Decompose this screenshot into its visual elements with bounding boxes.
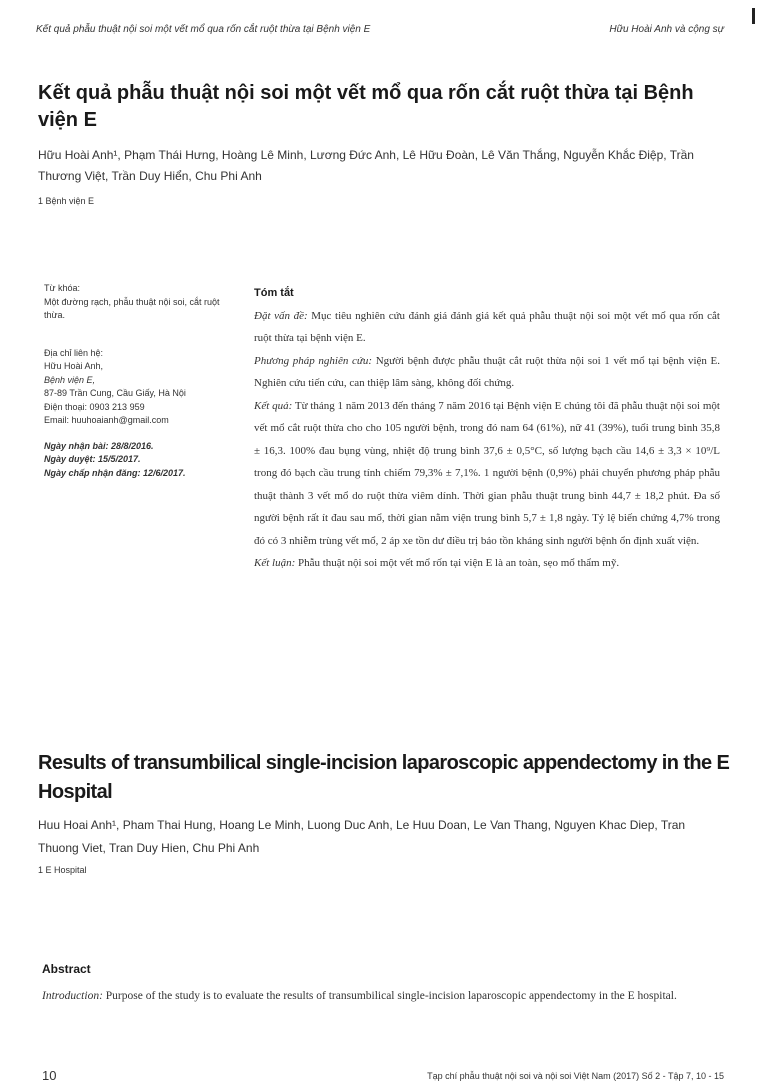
affiliation-en: 1 E Hospital bbox=[38, 865, 87, 875]
method-label: Phương pháp nghiên cứu: bbox=[254, 354, 373, 367]
abstract-vi-intro bbox=[254, 305, 720, 350]
result-label: Kết quả: bbox=[254, 399, 293, 412]
abstract-vi-method bbox=[254, 350, 720, 395]
page-edge-mark bbox=[752, 8, 755, 24]
keywords-label: Từ khóa: bbox=[44, 283, 81, 293]
page-number: 10 bbox=[42, 1068, 57, 1083]
abstract-en-heading: Abstract bbox=[42, 962, 91, 976]
intro-label: Đặt vấn đề: bbox=[254, 309, 308, 322]
contact-email[interactable]: Email: huuhoaianh@gmail.com bbox=[44, 415, 169, 425]
result-text: Từ tháng 1 năm 2013 đến tháng 7 năm 2016 tại Bệnh viện E chúng tôi đã phẫu thuật nội soi một vết mổ cắt ruột thừa cho cho 105 người bệnh, trong đó nam 64 (61%), nữ 41 (39%), tuổi trung bình 35,8 ± 16,3. 100% đau bụng vùng, nhiệt độ trung bình 37,6 ± 0,5°C, số lượng bạch cầu 14,6 ± 3,3 × 10⁹/L trong đó bạch cầu trung tính chiếm 79,3% ± 7,1%. 1 người bệnh (0,9%) phải chuyển phương pháp phẫu thuật thành 3 vết mổ do ruột thừa viêm dính. Thời gian phẫu thuật trung bình 44,7 ± 18,2 phút. Đa số người bệnh rất ít đau sau mổ, thời gian nằm viện trung bình 5,7 ± 1,8 ngày. Tỷ lệ biến chứng 4,7% trong đó có 3 nhiễm trùng vết mổ, 2 áp xe tồn dư điều trị bảo tồn kháng sinh người bệnh ổn định xuất viện. bbox=[254, 399, 720, 547]
abstract-vi-result bbox=[254, 395, 720, 553]
abstract-vi-conclusion bbox=[254, 552, 720, 575]
journal-citation: Tạp chí phẫu thuật nội soi và nội soi Việt Nam (2017) Số 2 - Tập 7, 10 - 15 bbox=[427, 1071, 724, 1081]
contact-address: 87-89 Trần Cung, Cầu Giấy, Hà Nội bbox=[44, 388, 186, 398]
author-list-vi: Hữu Hoài Anh¹, Phạm Thái Hưng, Hoàng Lê Minh, Lương Đức Anh, Lê Hữu Đoàn, Lê Văn Thắng, Nguyễn Khắc Điệp, Trần Thương Việt, Trần Duy Hiển, Chu Phi Anh bbox=[38, 148, 694, 183]
article-info-sidebar bbox=[44, 282, 234, 480]
conclusion-text: Phẫu thuật nội soi một vết mổ rốn tại viện E là an toàn, sẹo mổ thẩm mỹ. bbox=[298, 557, 620, 569]
author-list-en: Huu Hoai Anh¹, Pham Thai Hung, Hoang Le Minh, Luong Duc Anh, Le Huu Doan, Le Van Thang, Nguyen Khac Diep, Tran Thuong Viet, Tran Duy Hien, Chu Phi Anh bbox=[38, 818, 686, 855]
running-header-title: Kết quả phẫu thuật nội soi một vết mổ qua rốn cắt ruột thừa tại Bệnh viện E bbox=[36, 24, 371, 35]
article-title-vi: Kết quả phẫu thuật nội soi một vết mổ qua rốn cắt ruột thừa tại Bệnh viện E bbox=[38, 82, 694, 131]
contact-name: Hữu Hoài Anh, bbox=[44, 361, 104, 371]
article-title-en: Results of transumbilical single-incision laparoscopic appendectomy in the E Hospital bbox=[38, 752, 730, 803]
intro-en-text: Purpose of the study is to evaluate the results of transumbilical single-incision laparoscopic appendectomy in the E hospital. bbox=[105, 990, 677, 1002]
conclusion-label: Kết luận: bbox=[254, 557, 296, 569]
date-received: Ngày nhận bài: 28/8/2016. bbox=[44, 440, 154, 451]
running-header-authors: Hữu Hoài Anh và cộng sự bbox=[609, 24, 724, 35]
contact-phone: Điện thoại: 0903 213 959 bbox=[44, 401, 145, 412]
intro-text: Mục tiêu nghiên cứu đánh giá đánh giá kết quả phẫu thuật nội soi một vết mổ qua rốn cắt ruột thừa tại bệnh viện E. bbox=[254, 309, 720, 344]
date-reviewed: Ngày duyệt: 15/5/2017. bbox=[44, 454, 141, 464]
keywords-text: Một đường rạch, phẫu thuật nội soi, cắt ruột thừa. bbox=[44, 296, 220, 320]
abstract-en-intro bbox=[42, 985, 722, 1008]
contact-label: Địa chỉ liên hệ: bbox=[44, 347, 104, 358]
date-accepted: Ngày chấp nhận đăng: 12/6/2017. bbox=[44, 467, 186, 478]
method-text: Người bệnh được phẫu thuật cắt ruột thừa nội soi 1 vết mổ tại bệnh viện E. Nghiên cứu tiến cứu, can thiệp lâm sàng, không đối chứng. bbox=[254, 354, 721, 389]
abstract-vi bbox=[254, 282, 720, 575]
abstract-vi-heading: Tóm tắt bbox=[254, 287, 294, 299]
contact-org: Bệnh viện E, bbox=[44, 374, 96, 385]
intro-en-label: Introduction: bbox=[42, 990, 103, 1002]
affiliation-vi: 1 Bệnh viện E bbox=[38, 196, 95, 206]
